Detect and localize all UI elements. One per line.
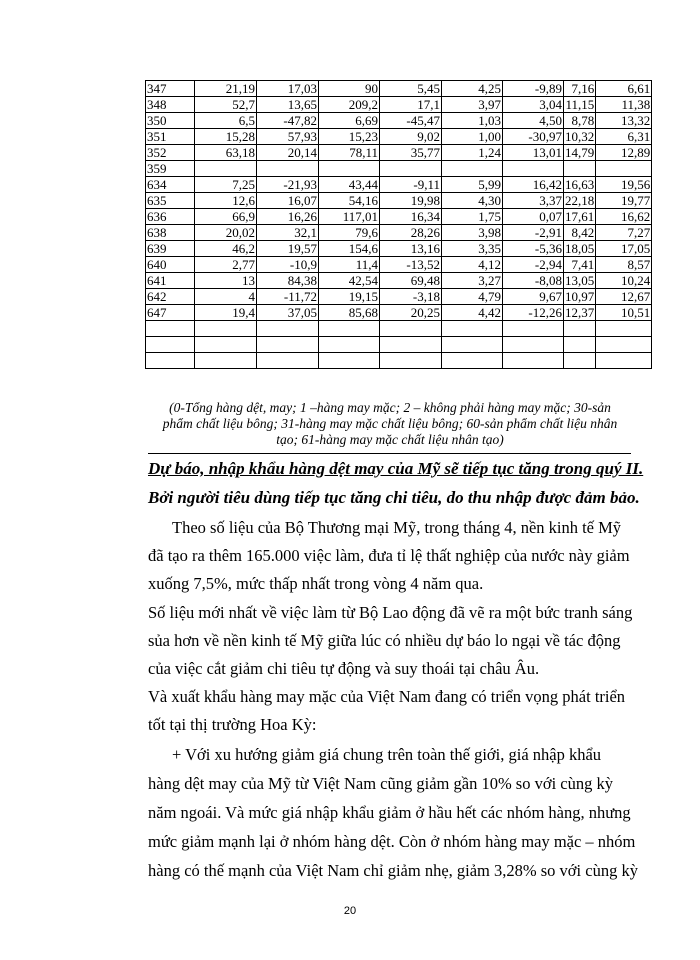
table-cell: 85,68 [319, 305, 380, 321]
table-cell: 13,16 [380, 241, 442, 257]
paragraph-line: Và xuất khẩu hàng may mặc của Việt Nam đang có triển vọng phát triển [148, 687, 626, 706]
table-row [146, 241, 652, 257]
table-row [146, 81, 652, 97]
table-cell: 37,05 [257, 305, 319, 321]
table-cell: 4,25 [442, 81, 503, 97]
table-cell: 16,07 [257, 193, 319, 209]
table-cell: 3,27 [442, 273, 503, 289]
table-cell: 21,19 [195, 81, 257, 97]
table-cell: 15,23 [319, 129, 380, 145]
table-cell-code [146, 337, 195, 353]
table-cell: 12,6 [195, 193, 257, 209]
table-cell-code: 352 [146, 145, 195, 161]
table-cell: 9,02 [380, 129, 442, 145]
table-row [146, 97, 652, 113]
table-cell: 2,77 [195, 257, 257, 273]
paragraph-line: hàng dệt may của Mỹ từ Việt Nam cũng giảm gần 10% so với cùng kỳ [148, 774, 613, 793]
table-cell [195, 337, 257, 353]
table-cell: -30,97 [503, 129, 564, 145]
table-cell: 1,03 [442, 113, 503, 129]
table-cell: 16,26 [257, 209, 319, 225]
table-cell: 43,44 [319, 177, 380, 193]
table-cell: 46,2 [195, 241, 257, 257]
table-cell: 17,1 [380, 97, 442, 113]
paragraph-line: đã tạo ra thêm 165.000 việc làm, đưa tỉ lệ thất nghiệp của nước này giảm [148, 546, 630, 565]
table-cell: 6,5 [195, 113, 257, 129]
table-cell: 69,48 [380, 273, 442, 289]
table-cell: 19,56 [596, 177, 652, 193]
table-cell-code: 351 [146, 129, 195, 145]
table-cell: 4,12 [442, 257, 503, 273]
table-row [146, 145, 652, 161]
table-cell [503, 353, 564, 369]
table-cell [195, 321, 257, 337]
table-cell: 16,63 [565, 177, 595, 192]
table-row [146, 209, 652, 225]
table-cell: 8,42 [564, 225, 596, 241]
table-row [146, 225, 652, 241]
table-cell: 79,6 [319, 225, 380, 241]
table-row [146, 337, 652, 353]
paragraph-line: xuống 7,5%, mức thấp nhất trong vòng 4 năm qua. [148, 574, 484, 593]
table-cell: 0,07 [503, 209, 564, 225]
table-cell: -47,82 [257, 113, 319, 129]
table-cell: 20,14 [257, 145, 319, 161]
table-cell: 17,61 [565, 209, 595, 224]
table-cell: 7,27 [596, 225, 652, 241]
table-cell [319, 321, 380, 337]
table-cell: 35,77 [380, 145, 442, 161]
table-row [146, 177, 652, 193]
table-cell [503, 161, 564, 177]
table-row [146, 113, 652, 129]
table-cell: 3,04 [503, 97, 564, 113]
table-cell: 16,62 [596, 209, 652, 225]
table-cell: 14,79 [565, 145, 595, 160]
table-cell-code: 641 [146, 273, 195, 289]
footnote-line: (0-Tổng hàng dệt, may; 1 –hàng may mặc; 2 – không phải hàng may mặc; 30-sản [169, 400, 611, 415]
table-cell [380, 353, 442, 369]
table-row [146, 193, 652, 209]
table-cell: 84,38 [257, 273, 319, 289]
table-cell: -2,94 [503, 257, 564, 273]
table-cell: 5,45 [380, 81, 442, 97]
table-cell [195, 161, 257, 177]
table-cell: 78,11 [319, 145, 380, 161]
table-cell: 90 [319, 81, 380, 97]
table-cell: 16,42 [503, 177, 564, 193]
table-cell [503, 321, 564, 337]
section-heading-line2: Bởi người tiêu dùng tiếp tục tăng chi tiêu, do thu nhập được đảm bảo. [148, 488, 640, 507]
table-cell [380, 321, 442, 337]
table-cell [319, 161, 380, 177]
table-cell: 6,31 [596, 129, 652, 145]
paragraph-line: Theo số liệu của Bộ Thương mại Mỹ, trong tháng 4, nền kinh tế Mỹ [172, 518, 622, 537]
table-cell-code: 359 [146, 161, 195, 177]
table-cell [564, 337, 596, 353]
table-cell: -21,93 [257, 177, 319, 193]
table-cell: 3,98 [442, 225, 503, 241]
table-cell [564, 161, 596, 177]
table-cell: 7,16 [564, 81, 596, 97]
table-cell-code: 642 [146, 289, 195, 305]
table-cell: -10,9 [257, 257, 319, 273]
section-heading: Dự báo, nhập khẩu hàng dệt may của Mỹ sẽ tiếp tục tăng trong quý II. [148, 459, 644, 478]
table-cell [596, 161, 652, 177]
table-cell [596, 353, 652, 369]
table-row [146, 129, 652, 145]
table-cell-code: 635 [146, 193, 195, 209]
table-cell: 13 [195, 273, 257, 289]
table-cell: 42,54 [319, 273, 380, 289]
footnote-line: phẩm chất liệu bông; 31-hàng may mặc chất liệu bông; 60-sản phẩm chất liệu nhân [162, 416, 618, 431]
table-cell: 12,67 [596, 289, 652, 305]
table-cell: 10,97 [565, 289, 595, 304]
table-cell-code: 348 [146, 97, 195, 113]
table-cell: 3,37 [503, 193, 564, 209]
table-cell: 19,98 [380, 193, 442, 209]
table-cell: 19,57 [257, 241, 319, 257]
paragraph-line: mức giảm mạnh lại ở nhóm hàng dệt. Còn ở nhóm hàng may mặc – nhóm [148, 832, 636, 851]
table-cell [319, 353, 380, 369]
table-cell: 6,69 [319, 113, 380, 129]
table-cell-code: 634 [146, 177, 195, 193]
paragraph-line: của việc cắt giảm chi tiêu tự động và suy thoái tại châu Âu. [148, 659, 540, 678]
table-cell: 15,28 [195, 129, 257, 145]
table-cell: 5,99 [442, 177, 503, 193]
table-cell-code [146, 321, 195, 337]
table-cell: 11,38 [596, 97, 652, 113]
table-cell: -13,52 [380, 257, 442, 273]
table-row [146, 353, 652, 369]
paragraph-line: tốt tại thị trường Hoa Kỳ: [148, 715, 317, 734]
table-cell: 11,4 [319, 257, 380, 273]
table-cell: 17,03 [257, 81, 319, 97]
table-cell [257, 321, 319, 337]
table-cell: -5,36 [503, 241, 564, 257]
table-cell: 19,15 [319, 289, 380, 305]
table-cell: 8,78 [564, 113, 596, 129]
table-cell [564, 321, 596, 337]
table-cell: 52,7 [195, 97, 257, 113]
table-cell: 57,93 [257, 129, 319, 145]
table-cell-code: 350 [146, 113, 195, 129]
table-cell: 63,18 [195, 145, 257, 161]
table-cell-code: 639 [146, 241, 195, 257]
table-cell: 6,61 [596, 81, 652, 97]
table-cell: -45,47 [380, 113, 442, 129]
table-cell: 32,1 [257, 225, 319, 241]
table-cell: 10,24 [596, 273, 652, 289]
table-cell: 13,32 [596, 113, 652, 129]
table-cell [503, 337, 564, 353]
table-cell [257, 337, 319, 353]
table-cell: -9,89 [503, 81, 564, 97]
table-cell: 8,57 [596, 257, 652, 273]
table-cell [442, 161, 503, 177]
table-cell: 19,77 [596, 193, 652, 209]
table-cell: 10,32 [565, 129, 595, 144]
table-cell: 4,79 [442, 289, 503, 305]
table-cell [442, 321, 503, 337]
table-cell: 66,9 [195, 209, 257, 225]
table-cell: 11,15 [565, 97, 595, 112]
table-row [146, 289, 652, 305]
table-cell [257, 353, 319, 369]
table-cell: 4 [195, 289, 257, 305]
table-cell: -9,11 [380, 177, 442, 193]
table-cell-code: 347 [146, 81, 195, 97]
paragraph-line: sủa hơn về nền kinh tế Mỹ giữa lúc có nhiều dự báo lo ngại về tác động [148, 631, 621, 650]
table-cell: 1,00 [442, 129, 503, 145]
paragraph-line: năm ngoái. Và mức giá nhập khẩu giảm ở hầu hết các nhóm hàng, nhưng [148, 803, 631, 822]
paragraph-line: Số liệu mới nhất về việc làm từ Bộ Lao động đã vẽ ra một bức tranh sáng [148, 603, 633, 622]
table-cell: 12,37 [565, 305, 595, 320]
table-cell [380, 337, 442, 353]
data-table-body [146, 81, 652, 369]
separator-line [148, 453, 631, 454]
footnote-line: tạo; 61-hàng may mặc chất liệu nhân tạo) [276, 432, 504, 447]
table-cell-code: 647 [146, 305, 195, 321]
table-footnote [150, 400, 630, 448]
table-cell: 12,89 [596, 145, 652, 161]
table-cell-code: 636 [146, 209, 195, 225]
table-cell: 3,35 [442, 241, 503, 257]
table-cell: 22,18 [565, 193, 595, 208]
table-cell [564, 353, 596, 369]
paragraph-line: hàng có thế mạnh của Việt Nam chỉ giảm nhẹ, giảm 3,28% so với cùng kỳ [148, 861, 638, 880]
table-cell: -3,18 [380, 289, 442, 305]
table-row [146, 161, 652, 177]
table-cell [257, 161, 319, 177]
table-cell: 10,51 [596, 305, 652, 321]
table-cell: -12,26 [503, 305, 564, 321]
table-cell [596, 321, 652, 337]
table-cell: 4,42 [442, 305, 503, 321]
table-cell: 17,05 [596, 241, 652, 257]
table-cell-code: 640 [146, 257, 195, 273]
page-number: 20 [343, 905, 357, 917]
table-cell [442, 353, 503, 369]
table-cell: 20,25 [380, 305, 442, 321]
table-cell: 4,30 [442, 193, 503, 209]
table-cell: 7,25 [195, 177, 257, 193]
table-cell [442, 337, 503, 353]
table-cell [319, 337, 380, 353]
table-cell: 28,26 [380, 225, 442, 241]
paragraph-line: + Với xu hướng giảm giá chung trên toàn thế giới, giá nhập khẩu [172, 745, 602, 764]
table-cell: 4,50 [503, 113, 564, 129]
table-row [146, 257, 652, 273]
table-cell: 1,24 [442, 145, 503, 161]
table-cell [380, 161, 442, 177]
table-cell: 13,01 [503, 145, 564, 161]
data-table [145, 80, 652, 369]
table-row [146, 273, 652, 289]
table-cell-code [146, 353, 195, 369]
table-cell: -2,91 [503, 225, 564, 241]
table-row [146, 321, 652, 337]
table-cell: 54,16 [319, 193, 380, 209]
table-cell [195, 353, 257, 369]
table-cell: 13,05 [565, 273, 595, 288]
table-cell: 20,02 [195, 225, 257, 241]
table-cell: 13,65 [257, 97, 319, 113]
table-cell [596, 337, 652, 353]
table-cell: 18,05 [565, 241, 595, 256]
table-cell: 7,41 [564, 257, 596, 273]
table-cell: -8,08 [503, 273, 564, 289]
table-cell: 16,34 [380, 209, 442, 225]
table-cell: 1,75 [442, 209, 503, 225]
table-cell: -11,72 [257, 289, 319, 305]
table-cell: 19,4 [195, 305, 257, 321]
table-cell: 9,67 [503, 289, 564, 305]
table-cell: 117,01 [319, 209, 380, 225]
table-row [146, 305, 652, 321]
table-cell: 209,2 [319, 97, 380, 113]
table-cell-code: 638 [146, 225, 195, 241]
table-cell: 3,97 [442, 97, 503, 113]
table-cell: 154,6 [319, 241, 380, 257]
